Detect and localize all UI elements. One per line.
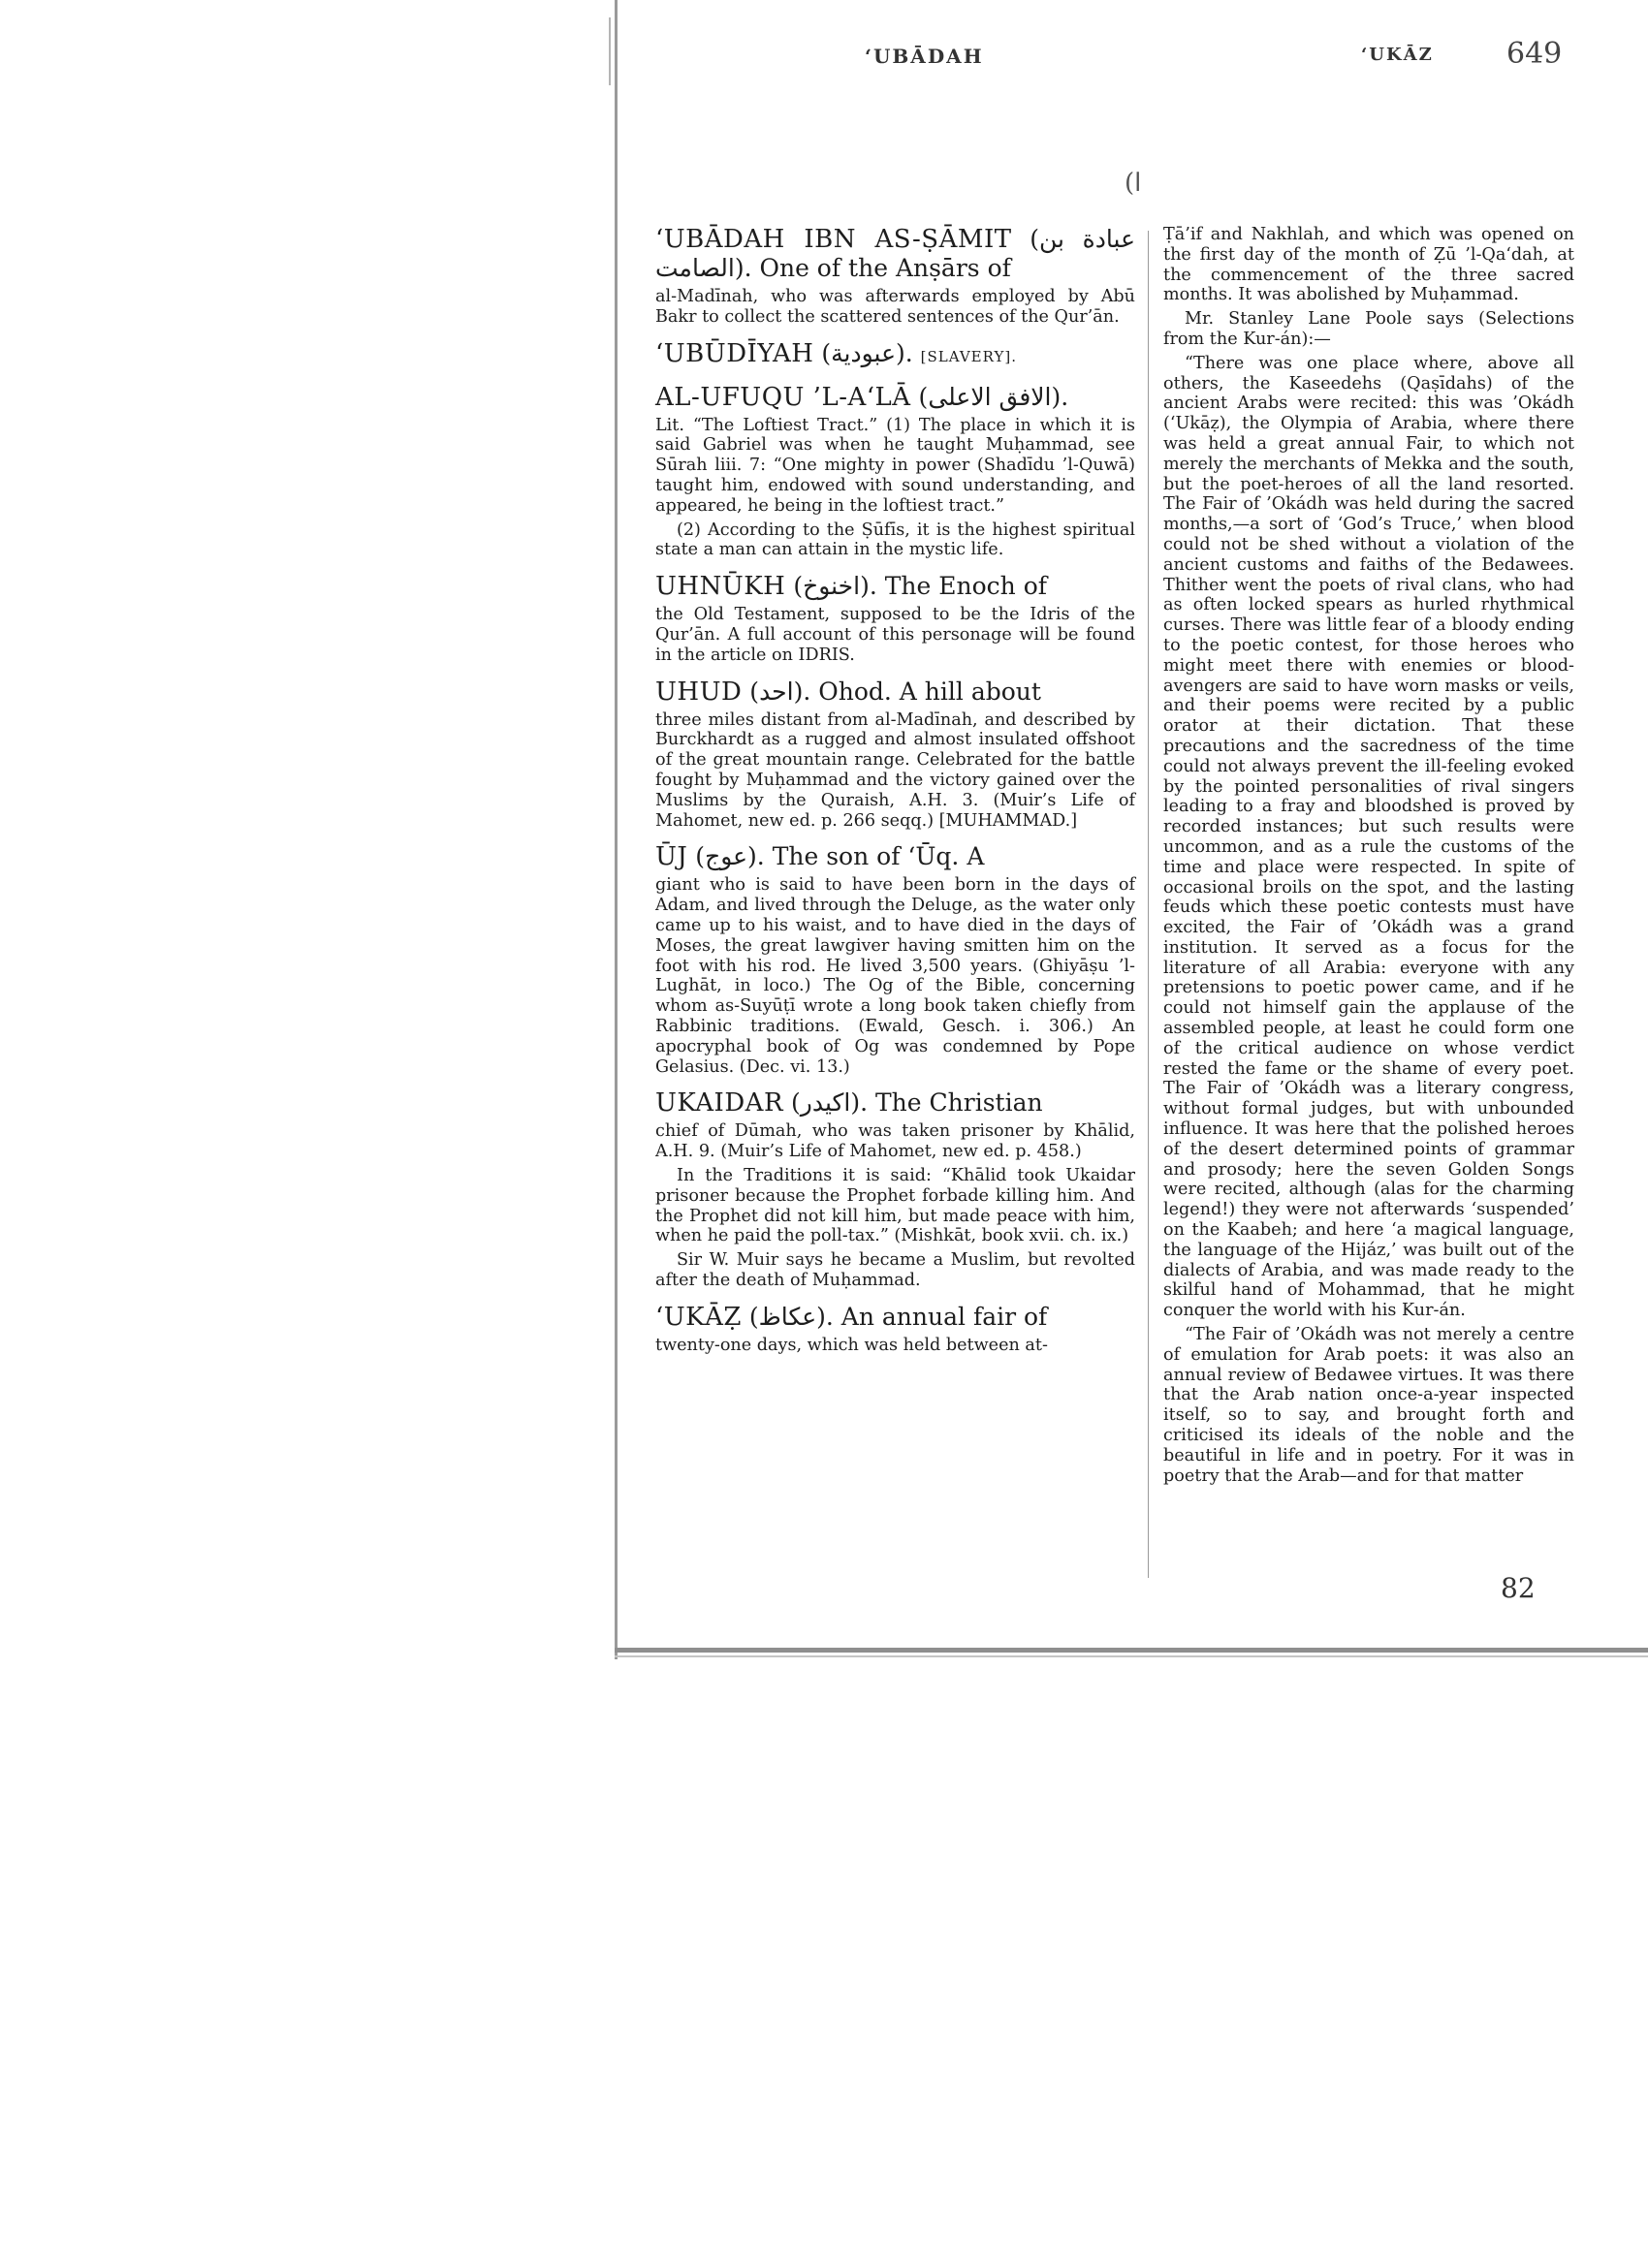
entry-ufuqu (655, 383, 1135, 561)
entry-uj (655, 842, 1135, 1077)
arabic-term: (احد). (749, 677, 811, 706)
headword: ‘UBĀDAH IBN AS-ṢĀMIT (655, 225, 1012, 254)
cross-reference: [SLAVERY]. (920, 347, 1017, 365)
entry-ukaidar (655, 1088, 1135, 1290)
entry-lead: An annual fair of (840, 1302, 1048, 1331)
entry-body: twenty-one days, which was held between at- (655, 1335, 1048, 1355)
page-number: 649 (1506, 37, 1563, 71)
entry-uhnukh (655, 572, 1135, 665)
headword: AL-UFUQU ’L-A‘LĀ (655, 382, 911, 412)
headword: ‘UBŪDĪYAH (655, 338, 814, 368)
entry-body: chief of Dūmah, who was taken prisoner by Khālid, A.H. 9. (Muir’s Life of Mahomet, new ed. p. 458.) (655, 1121, 1135, 1162)
headword: ŪJ (655, 842, 688, 872)
arabic-term: (عبادة بن الصامت). (655, 225, 1135, 282)
signature-mark: 82 (1501, 1572, 1536, 1604)
entry-uhud (655, 677, 1135, 832)
entry-body-2: In the Traditions it is said: “Khālid took Ukaidar prisoner because the Prophet forbade killing him. And the Prophet did not kill him, but made peace with him, when he paid the poll-tax.” (Mishkāt, book xvii. ch. ix.) (655, 1165, 1135, 1246)
entry-ukaz (655, 1303, 1135, 1356)
headword: UHUD (655, 677, 743, 707)
headword: UKAIDAR (655, 1088, 784, 1118)
arabic-term: (عبودية). (821, 338, 913, 367)
entry-body-3: Sir W. Muir says he became a Muslim, but revolted after the death of Muḥammad. (655, 1250, 1135, 1290)
entry-body: three miles distant from al-Madīnah, and described by Burckhardt as a rugged and almost insulated offshoot of the great mountain range. Celebrated for the battle fought by Muḥammad and the victory gained over the Muslims by the Quraish, A.H. 3. (Muir’s Life of Mahomet, new ed. p. 266 seqq.) [MUHAMMAD.] (655, 709, 1135, 831)
column-divider (1148, 231, 1149, 1578)
entry-lead: The Enoch of (884, 572, 1048, 601)
entry-body: the Old Testament, supposed to be the Idris of the Qur’ān. A full account of this personage will be found in the article on IDRIS. (655, 605, 1135, 665)
running-head-right: ‘UKĀZ (1361, 45, 1434, 65)
headword: UHNŪKH (655, 572, 786, 602)
headword: ‘UKĀẒ (655, 1302, 742, 1332)
arabic-term: (اكيدر). (790, 1088, 869, 1118)
entry-lead: The son of ‘Ūq. A (772, 842, 985, 871)
poole-quote-1: “There was one place where, above all others, the Kaseedehs (Qaṣīdahs) of the ancient Arabs were recited: this was ’Okádh (‘Ukāẓ), the Olympia of Arabia, where there was held a great annual Fair, to which not merely the merchants of Mekka and the south, but the poet-heroes of all the land resorted. The Fair of ’Okádh was held during the sacred months,—a sort of ‘God’s Truce,’ when blood could not be shed without a violation of the ancient customs and faiths of the Bedawees. Thither went the poets of rival clans, who had as often locked spears as hurled rhythmical curses. There was little fear of a bloody ending to the poetic contest, for those heroes who might meet there with enemies or blood-avengers are said to have worn masks or veils, and their poems were recited by a public orator at their dictation. That these precautions and the sacredness of the time could not always prevent the ill-feeling evoked by the pointed personalities of rival singers leading to a fray and bloodshed is proved by recorded instances; but such results were uncommon, and as a rule the customs of the time and place were respected. In spite of occasional broils on the spot, and the lasting feuds which these poetic contests must have excited, the Fair of ’Okádh was a grand institution. It served as a focus for the literature of all Arabia: everyone with any pretensions to poetic power came, and if he could not himself gain the applause of the assembled people, at least he could form one of the critical audience on whose verdict rested the fame or the shame of every poet. The Fair of ’Okádh was a literary congress, without formal judges, but with unbounded influence. It was here that the polished heroes of the desert determined points of grammar and prosody; here the seven Golden Songs were recited, although (alas for the charming legend!) they were not afterwards ‘suspended’ on the Kaabeh; and here ‘a magical language, the language of the Hijáz,’ was built out of the dialects of Arabia, and was made ready to the skilful hand of Mohammad, that he might conquer the world with his Kur-án. (1163, 353, 1574, 1321)
poole-quote-2: “The Fair of ’Okádh was not merely a centre of emulation for Arab poets: it was also an annual review of Bedawee virtues. It was there that the Arab nation once-a-year inspected itself, so to say, and brought forth and criticised its ideals of the noble and the beautiful in life and in poetry. For it was in poetry that the Arab—and for that matter (1163, 1325, 1574, 1486)
arabic-term: (عوج). (695, 842, 765, 871)
entry-lead: Ohod. A hill about (818, 677, 1041, 706)
entry-lead: The Christian (875, 1088, 1043, 1118)
entry-ubadah (655, 225, 1135, 328)
bottom-page-edge-shadow (615, 1655, 1648, 1657)
ukaz-continuation: Ṭā’if and Nakhlah, and which was opened on the first day of the month of Ẓū ’l-Qa‘dah, at the commencement of the three sacred months. It was abolished by Muḥammad. (1163, 225, 1574, 305)
page-gutter-bar (615, 0, 618, 1659)
gutter-tick (609, 17, 611, 85)
entry-body-2: (2) According to the Ṣūfīs, it is the highest spiritual state a man can attain in the mystic life. (655, 520, 1135, 560)
right-column (1163, 225, 1574, 1490)
entry-body: Lit. “The Loftiest Tract.” (1) The place in which it is said Gabriel was when he taught Muḥammad, see Sūrah liii. 7: “One mighty in power (Shadīdu ’l-Quwā) taught him, endowed with sound understanding, and appeared, he being in the loftiest tract.” (655, 415, 1135, 516)
arabic-term: (الافق الاعلى). (918, 382, 1069, 411)
running-head-left: ‘UBĀDAH (865, 45, 984, 68)
entry-ubudiyah (655, 339, 1135, 371)
left-column (655, 225, 1135, 1367)
bottom-page-edge (615, 1648, 1648, 1653)
entry-body: al-Madīnah, who was afterwards employed by Abū Bakr to collect the scattered sentences of the Qur’ān. (655, 287, 1135, 327)
entry-body: giant who is said to have been born in the days of Adam, and lived through the Deluge, as the water only came up to his waist, and to have died in the days of Moses, the great lawgiver having smitten him on the foot with his rod. He lived 3,500 years. (Ghiyāṣu ’l-Lughāt, in loco.) The Og of the Bible, concerning whom as-Suyūṭī wrote a long book taken chiefly from Rabbinic traditions. (Ewald, Gesch. i. 306.) An apocryphal book of Og was condemned by Pope Gelasius. (Dec. vi. 13.) (655, 875, 1135, 1077)
arabic-term: (اخنوخ). (793, 572, 877, 601)
poole-intro: Mr. Stanley Lane Poole says (Selections from the Kur-án):— (1163, 309, 1574, 349)
top-mark: (ا (1125, 169, 1142, 198)
entry-lead: One of the Anṣārs of (759, 254, 1011, 282)
arabic-term: (عكاظ). (748, 1302, 834, 1331)
